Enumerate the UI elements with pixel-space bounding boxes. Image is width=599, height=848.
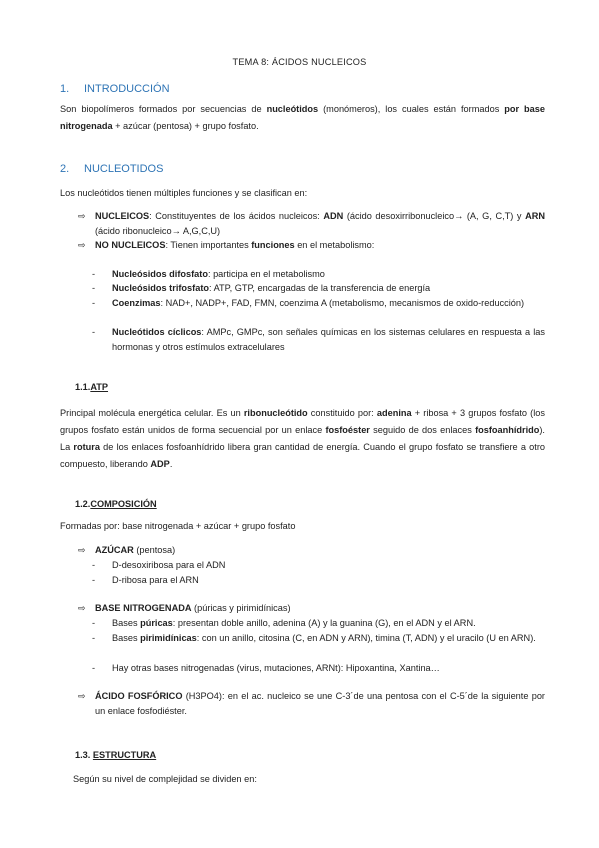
list-item-otras-bases (92, 661, 545, 676)
arrow-icon: ⇨ (78, 211, 86, 221)
text-run: (púricas y pirimidínicas) (191, 603, 291, 613)
subsection-heading-composicion (75, 499, 157, 509)
list-item-ribosa (92, 573, 545, 588)
atp-paragraph (60, 405, 545, 473)
list-item-text (112, 281, 545, 296)
dash-bullet: - (92, 327, 96, 337)
text-run: (monómeros), los cuales están formados (318, 104, 505, 114)
dash-bullet: - (92, 575, 96, 585)
bold-term: ADN (323, 211, 344, 221)
text-run: + ribosa + 3 grupos fosfato (los grupos fosfato están unidos de forma secuencial por un enlace (60, 408, 545, 435)
text-run: Principal molécula energética celular. Es un (60, 408, 244, 418)
list-item-text (112, 631, 545, 646)
composicion-intro: Formadas por: base nitrogenada + azúcar + grupo fosfato (60, 521, 296, 531)
dash-bullet: - (92, 633, 96, 643)
bold-term: púricas (140, 618, 173, 628)
arrow-icon: ⇨ (78, 240, 86, 250)
subsection-number: 1.2. (75, 499, 91, 509)
bold-term: adenina (376, 408, 412, 418)
list-item-base-nitrogenada (78, 601, 545, 616)
text-run: Hay otras bases nitrogenadas (virus, mutaciones, ARNt): Hipoxantina, Xantina… (112, 663, 440, 673)
arrow-icon: ⇨ (78, 545, 86, 555)
bold-term: por base nitrogenada (60, 104, 545, 131)
arrow-icon: ⇨ (78, 603, 86, 613)
page-title: TEMA 8: ÁCIDOS NUCLEICOS (232, 57, 367, 67)
nucleotidos-intro: Los nucleótidos tienen múltiples funciones y se clasifican en: (60, 188, 308, 198)
intro-paragraph (60, 101, 545, 135)
bold-term: ÁCIDO FOSFÓRICO (95, 691, 183, 701)
text-run: constituido por: (307, 408, 377, 418)
dash-bullet: - (92, 560, 96, 570)
list-item-text (112, 267, 545, 282)
list-item-difosfato (92, 267, 545, 282)
text-run: : AMPc, GMPc, son señales químicas en los sistemas celulares en respuesta a las hormonas y otros estímulos extracelulares (112, 327, 545, 352)
section-number: 1. (60, 83, 70, 95)
bold-term: rotura (73, 442, 100, 452)
subsection-number: 1.1. (75, 382, 91, 392)
bold-term: NO NUCLEICOS (95, 240, 166, 250)
list-item-text (95, 601, 545, 616)
section-number: 2. (60, 163, 70, 175)
dash-bullet: - (92, 283, 96, 293)
text-run: : con un anillo, citosina (C, en ADN y ARN), timina (T, ADN) y el uracilo (U en ARN). (196, 633, 536, 643)
bold-term: pirimidínicas (140, 633, 197, 643)
text-run: seguido de dos enlaces (369, 425, 476, 435)
text-run: Bases (112, 633, 141, 643)
section-title: INTRODUCCIÓN (84, 83, 170, 95)
bold-term: ribonucleótido (243, 408, 308, 418)
bold-term: BASE NITROGENADA (95, 603, 192, 613)
list-item-text (95, 209, 545, 239)
bold-term: fosfoéster (325, 425, 370, 435)
bold-term: funciones (251, 240, 295, 250)
bold-term: NUCLEICOS (95, 211, 150, 221)
dash-bullet: - (92, 618, 96, 628)
text-run: (ácido desoxirribonucleico→ (A, G, C,T) y (343, 211, 526, 221)
bold-term: AZÚCAR (95, 545, 134, 555)
subsection-title: ESTRUCTURA (92, 750, 157, 760)
section-heading-nucleotidos (60, 163, 163, 175)
text-run: + azúcar (pentosa) + grupo fosfato. (112, 121, 259, 131)
list-item-text (95, 543, 545, 558)
list-item-text (112, 296, 545, 311)
list-item-text (95, 689, 545, 719)
text-run: : presentan doble anillo, adenina (A) y la guanina (G), en el ADN y el ARN. (172, 618, 476, 628)
list-item-puricas (92, 616, 545, 631)
arrow-icon: ⇨ (78, 691, 86, 701)
text-run: (ácido ribonucleico→ A,G,C,U) (95, 226, 221, 236)
list-item-trifosfato (92, 281, 545, 296)
text-run: : Constituyentes de los ácidos nucleicos: (149, 211, 324, 221)
list-item-coenzimas (92, 296, 545, 311)
list-item-text: D-ribosa para el ARN (112, 575, 199, 585)
subsection-title: ATP (90, 382, 109, 392)
list-item-text (112, 325, 545, 354)
text-run: : NAD+, NADP+, FAD, FMN, coenzima A (metabolismo, mecanismos de oxido-reducción) (160, 298, 525, 308)
list-item-nucleicos (78, 209, 545, 239)
text-run: (pentosa) (133, 545, 176, 555)
bold-term: nucleótidos (266, 104, 319, 114)
text-run: ). La (60, 425, 545, 452)
text-run: Son biopolímeros formados por secuencias de (60, 104, 267, 114)
list-item-ciclicos (92, 325, 545, 354)
section-heading-introduccion (60, 83, 170, 95)
dash-bullet: - (92, 298, 96, 308)
section-title: NUCLEOTIDOS (84, 163, 164, 175)
subsection-title: COMPOSICIÓN (90, 499, 157, 509)
estructura-intro: Según su nivel de complejidad se dividen en: (73, 774, 257, 784)
subsection-heading-estructura (75, 750, 156, 760)
list-item-text (112, 616, 545, 631)
list-item-text: D-desoxiribosa para el ADN (112, 560, 226, 570)
bold-term: Nucleósidos difosfato (112, 269, 208, 279)
bold-term: fosfoanhídrido (475, 425, 540, 435)
text-run: Bases (112, 618, 141, 628)
list-item-text (95, 238, 545, 253)
list-item-desoxiribosa (92, 558, 545, 573)
subsection-heading-atp (75, 382, 108, 392)
list-item-no-nucleicos (78, 238, 545, 253)
list-item-acido-fosforico (78, 689, 545, 719)
bold-term: Nucleótidos cíclicos (112, 327, 202, 337)
bold-term: ARN (525, 211, 545, 221)
text-run: : Tienen importantes (165, 240, 252, 250)
text-run: en el metabolismo: (294, 240, 375, 250)
bold-term: Coenzimas (112, 298, 161, 308)
dash-bullet: - (92, 663, 96, 673)
text-run: de los enlaces fosfoanhídrido libera gran cantidad de energía. Cuando el grupo fosfato se transfiere a otro compuesto, liberando (60, 442, 545, 469)
list-item-azucar (78, 543, 545, 558)
list-item-pirimidinicas (92, 631, 545, 646)
text-run: : ATP, GTP, encargadas de la transferencia de energía (209, 283, 431, 293)
text-run: . (169, 459, 173, 469)
subsection-number: 1.3. (75, 750, 91, 760)
dash-bullet: - (92, 269, 96, 279)
bold-term: ADP (150, 459, 170, 469)
text-run: (H3PO4): en el ac. nucleico se une C-3´de una pentosa con el C-5´de la siguiente por un enlace fosfodiéster. (95, 691, 545, 716)
list-item-text (112, 661, 545, 676)
text-run: : participa en el metabolismo (207, 269, 325, 279)
bold-term: Nucleósidos trifosfato (112, 283, 209, 293)
